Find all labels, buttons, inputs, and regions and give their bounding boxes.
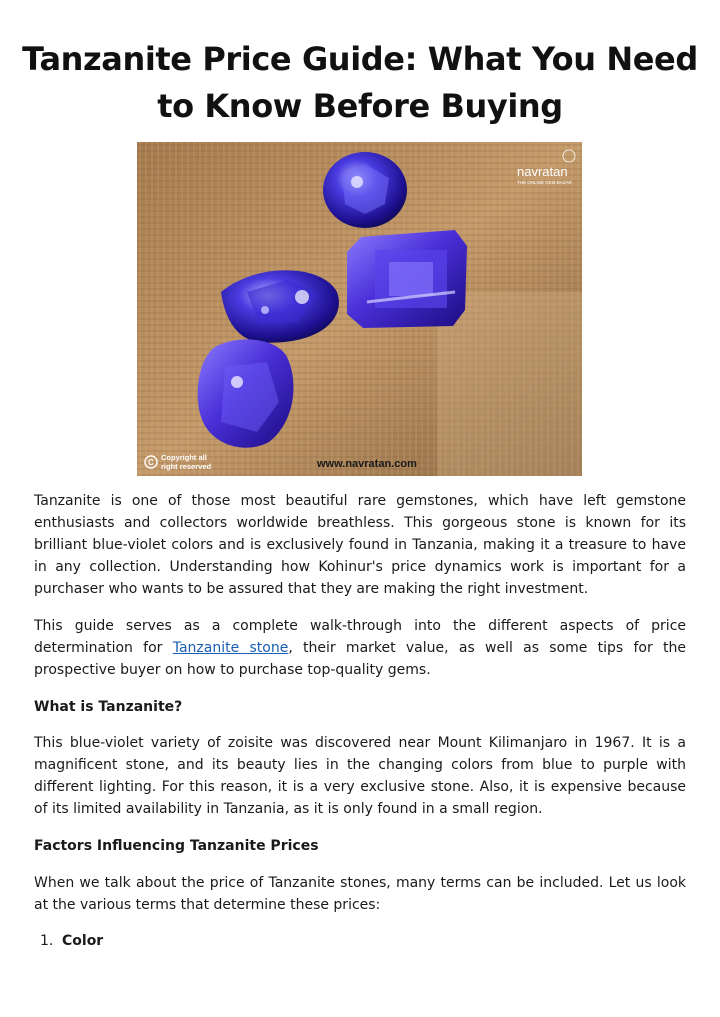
section-heading-what-is: What is Tanzanite?: [34, 699, 183, 715]
website-watermark: www.navratan.com: [317, 458, 417, 470]
guide-text-after: , their market value, as well as some tips for the prospective buyer on how to purchase top-quality gems.: [34, 640, 687, 678]
guide-text-before: This guide serves as a complete walk-through into the different aspects of price determination for: [34, 618, 686, 656]
page-title: Tanzanite Price Guide: What You Need to Know Before Buying: [22, 40, 698, 125]
cushion-gem: [198, 339, 294, 447]
intro-paragraph: Tanzanite is one of those most beautiful rare gemstones, which have left gemstone enthusiasts and collectors worldwide breathless. This gorgeous stone is known for its brilliant blue-violet colors and is exclusively found in Tanzania, making it a treasure to have in any collection. Understanding how Kohinur's price dynamics work is important for a purchaser who wants to be assured that they are making the right investment.: [34, 493, 686, 597]
list-item-number: 1.: [40, 933, 54, 949]
tanzanite-stone-link[interactable]: Tanzanite stone: [172, 640, 289, 656]
round-gem: [323, 152, 407, 228]
section-heading-factors: Factors Influencing Tanzanite Prices: [34, 838, 319, 854]
section-body-factors: When we talk about the price of Tanzanite stones, many terms can be included. Let us look at the various terms that determine these prices:: [34, 875, 686, 913]
section-body-what-is: This blue-violet variety of zoisite was discovered near Mount Kilimanjaro in 1967. It is a magnificent stone, and its beauty lies in the changing colors from blue to purple with different lighting. For this reason, it is a very exclusive stone. Also, it is expensive because of its limited availability in Tanzania, as it is only found in a small region.: [34, 735, 686, 817]
guide-paragraph: [34, 615, 686, 681]
copyright-line-2: right reserved: [161, 462, 212, 471]
tanzanite-photo: [137, 142, 582, 476]
emerald-cut-gem: [347, 230, 467, 328]
list-item-label: Color: [62, 933, 104, 949]
list-item: [34, 930, 686, 952]
copyright-line-1: Copyright all: [161, 453, 207, 462]
brand-name: navratan: [517, 164, 568, 179]
svg-text:C: C: [148, 458, 154, 467]
brand-tagline: THE ONLINE GEM BAZAR: [517, 180, 572, 185]
